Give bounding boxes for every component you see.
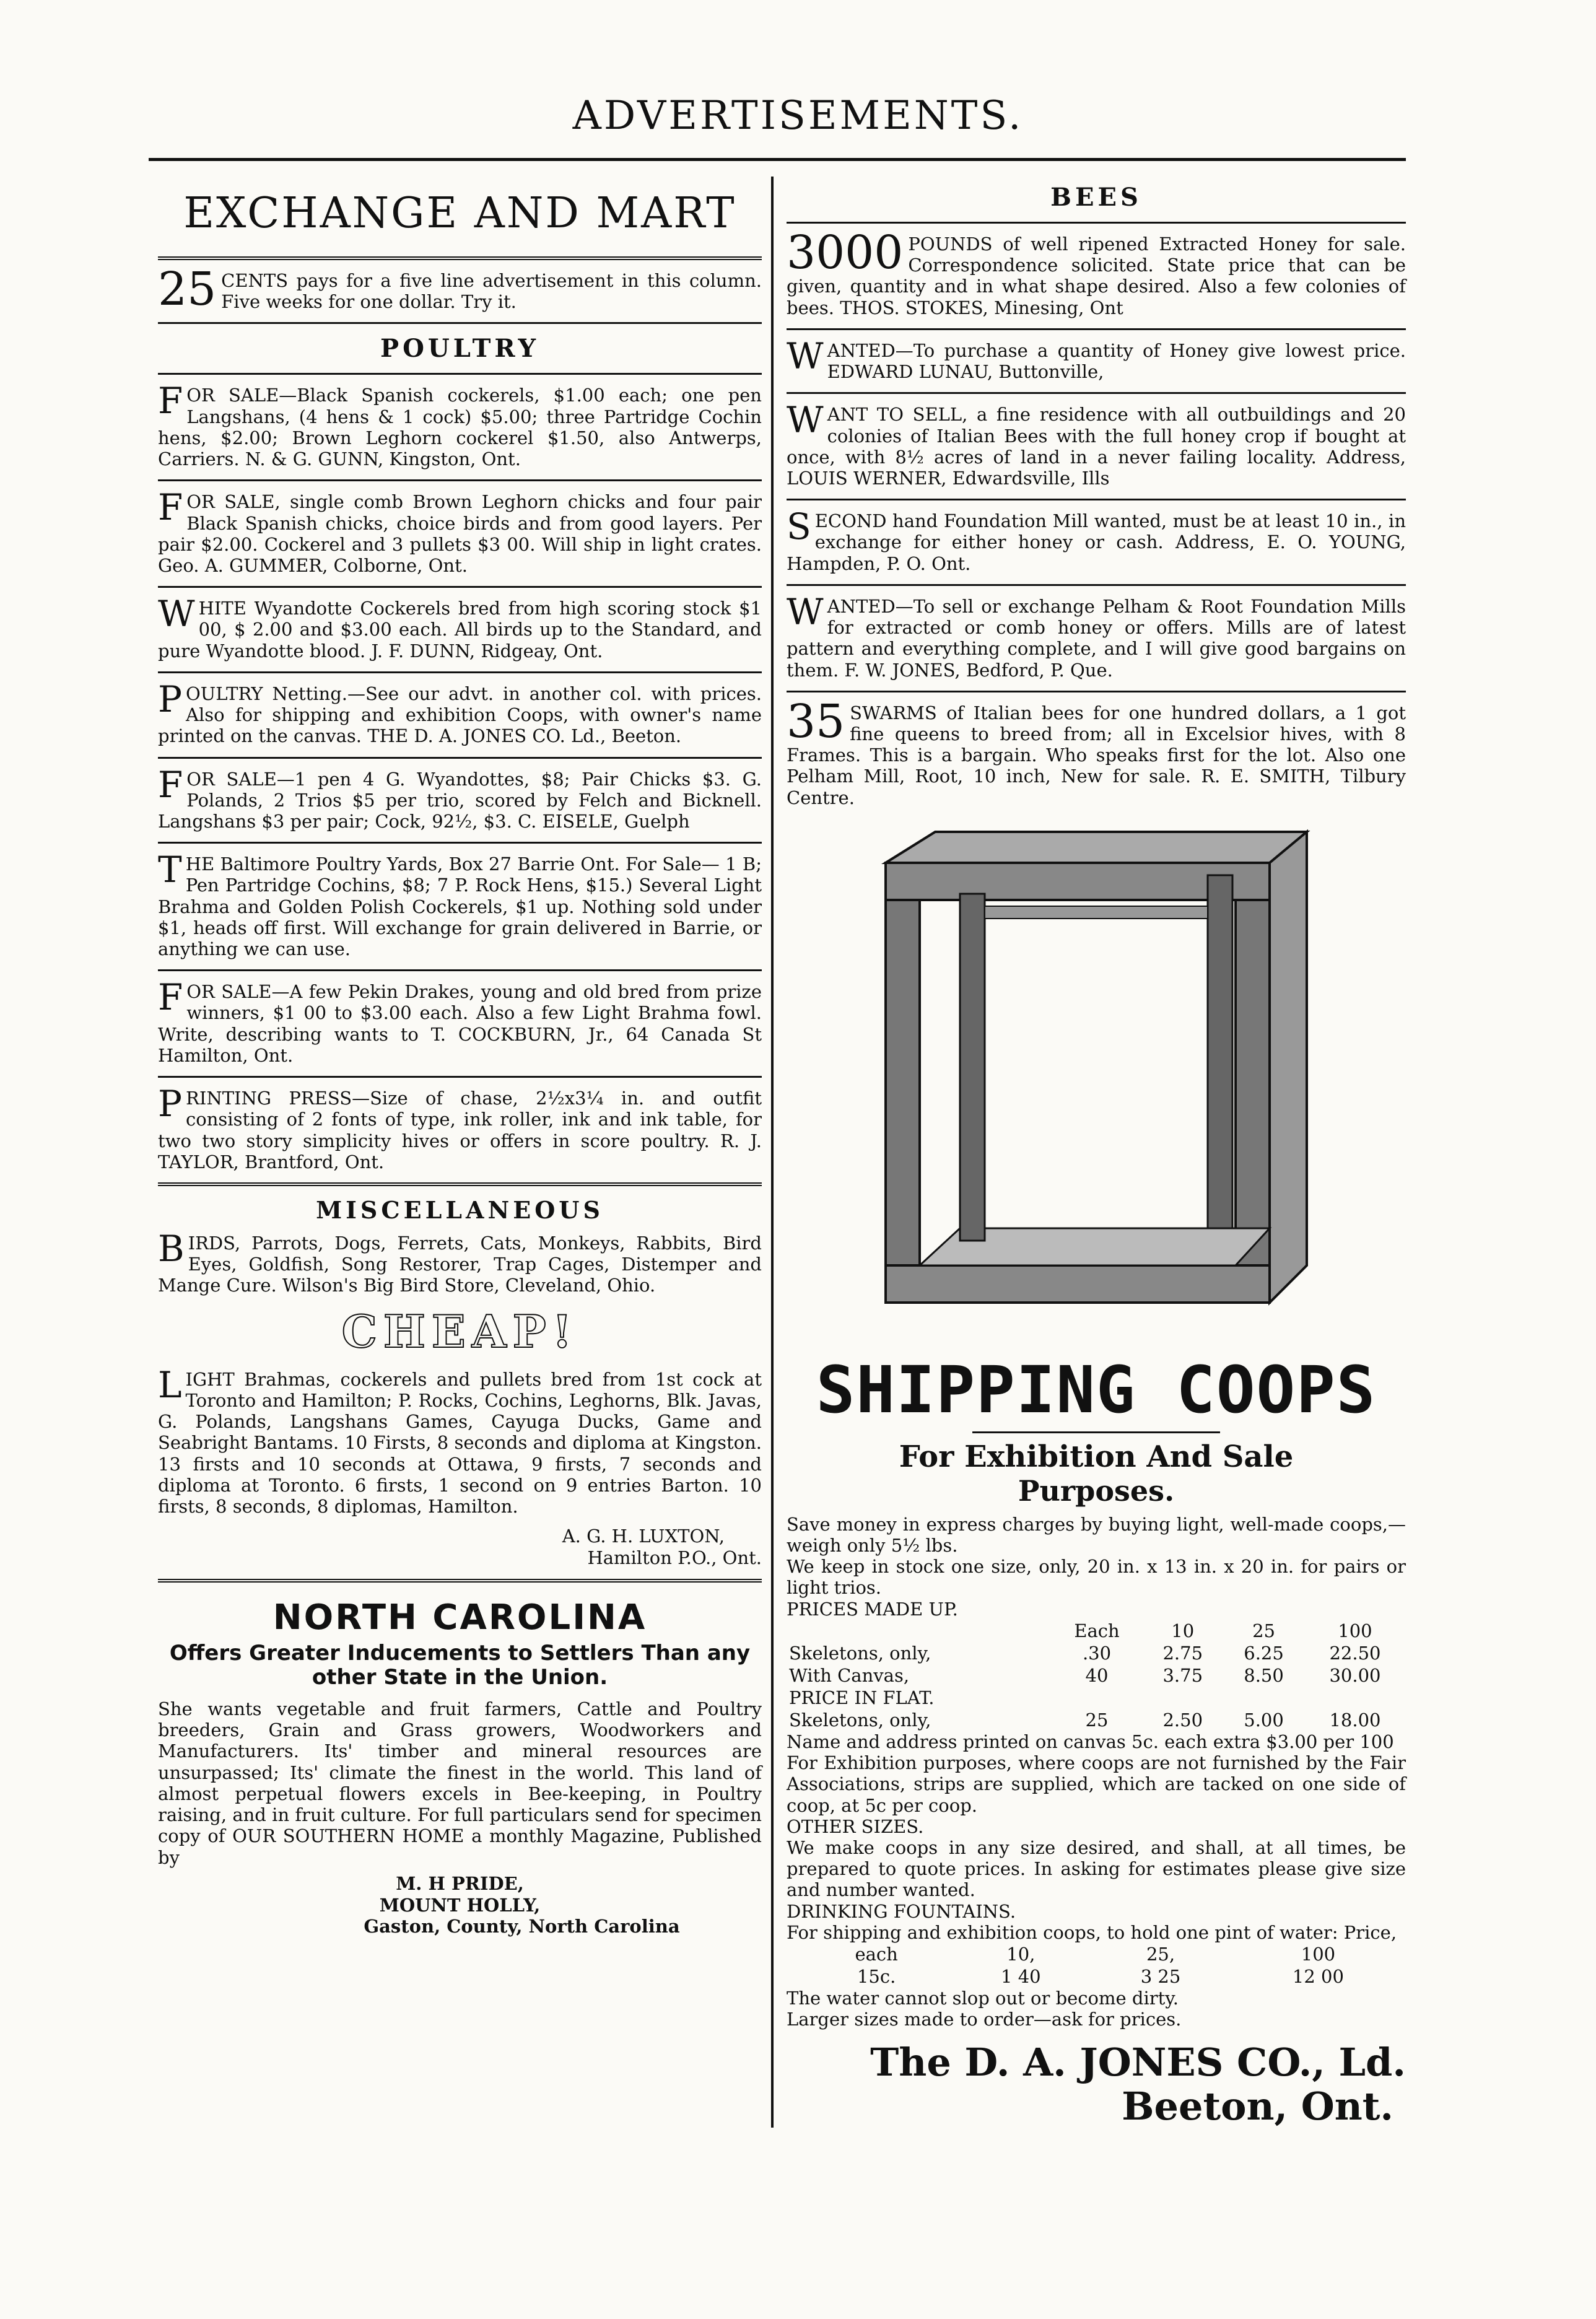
honey-ad (787, 226, 1406, 318)
table-cell (787, 1620, 1052, 1642)
table-cell: 40 (1085, 1664, 1109, 1686)
table-cell (787, 1943, 802, 1965)
prices-made-up-heading: PRICES MADE UP. (787, 1598, 958, 1620)
drinking-fountains-heading: DRINKING FOUNTAINS. (787, 1900, 1016, 1922)
table-cell: 100 (1338, 1620, 1372, 1641)
ad-dropcap: P (158, 678, 183, 720)
table-cell: 22.50 (1329, 1642, 1381, 1664)
poultry-ad (158, 849, 762, 960)
table-cell: 15c. (857, 1966, 896, 1988)
ad-text: POUNDS of well ripened Extracted Honey for sale. Correspondence solicited. State price that can be given, quantity and in what shape desired. Also a few colonies of bees. THOS. STOKES, Minesing, Ont (787, 234, 1406, 318)
bee-ad (787, 505, 1406, 574)
signature-name: M. H PRIDE, (396, 1872, 524, 1894)
section-rule (158, 1579, 762, 1583)
ad-rule (787, 584, 1406, 586)
table-cell: 1 40 (1001, 1966, 1041, 1988)
table-row (787, 1965, 1406, 1988)
ad-text: IRDS, Parrots, Dogs, Ferrets, Cats, Monkeys, Rabbits, Bird Eyes, Goldfish, Song Restorer, Trap Cages, Distemper and Mange Cure. Wilson's Big Bird Store, Cleveland, Ohio. (158, 1233, 762, 1296)
fountain-price-table (787, 1943, 1406, 1988)
table-cell: 25 (1085, 1709, 1109, 1731)
coop-stock: We keep in stock one size, only, 20 in. x 13 in. x 20 in. for pairs or light trios. (787, 1556, 1406, 1599)
ad-rule (158, 671, 762, 673)
misc-ad (158, 1228, 762, 1296)
ad-text: HITE Wyandotte Cockerels bred from high scoring stock $1 00, $ 2.00 and $3.00 each. All birds up to the Standard, and pure Wyandotte blood. J. F. DUNN, Ridgeay, Ont. (158, 598, 762, 662)
purposes-heading-1: For Exhibition And Sale (899, 1439, 1294, 1474)
ad-text: RINTING PRESS—Size of chase, 2½x3¼ in. and outfit consisting of 2 fonts of type, ink roller, ink and ink table, for two two story simplicity hives or offers in score poultry. R. J. TAYLOR, Brantford, Ont. (158, 1088, 762, 1173)
table-row (787, 1664, 1406, 1687)
table-cell: Skeletons, only, (789, 1642, 931, 1664)
cheap-ad (158, 1363, 762, 1518)
ad-dropcap: W (787, 334, 824, 377)
ad-rule (158, 842, 762, 844)
poultry-ad (158, 486, 762, 576)
poultry-ad (158, 1083, 762, 1173)
bee-ad (787, 399, 1406, 489)
coop-intro: Save money in express charges by buying light, well-made coops,—weigh only 5½ lbs. (787, 1513, 1406, 1557)
table-row (787, 1943, 1406, 1965)
exhibition-note: For Exhibition purposes, where coops are not furnished by the Fair Associations, strips are supplied, which are tacked on one side of coop, at 5c per coop. (787, 1752, 1406, 1816)
ad-text: OULTRY Netting.—See our advt. in another col. with prices. Also for shipping and exhibition Coops, with owner's name printed on the canvas. THE D. A. JONES CO. Ld., Beeton. (158, 683, 762, 747)
signature-address: Hamilton P.O., Ont. (587, 1547, 762, 1568)
shipping-coop-illustration (861, 819, 1332, 1340)
ad-dropcap: W (158, 593, 195, 635)
header-rule (149, 158, 1406, 161)
north-carolina-subheading: Offers Greater Inducements to Settlers Than any other State in the Union. (169, 1640, 751, 1690)
ad-dropcap: W (787, 590, 824, 633)
water-note: The water cannot slop out or become dirty. (787, 1988, 1179, 2009)
ad-dropcap: F (158, 976, 183, 1019)
ad-dropcap: S (787, 505, 811, 548)
swarm-ad (787, 694, 1406, 808)
table-row (787, 1709, 1406, 1731)
section-rule (158, 256, 762, 260)
ad-dropcap: W (787, 399, 824, 442)
ad-rule (787, 691, 1406, 692)
section-rule (158, 1182, 762, 1186)
table-cell: 2.75 (1162, 1642, 1203, 1664)
name-printed-note: Name and address printed on canvas 5c. each extra $3.00 per 100 (787, 1731, 1394, 1752)
left-column (158, 177, 762, 1937)
signature-town: MOUNT HOLLY, (379, 1894, 541, 1916)
ad-text: OR SALE—A few Pekin Drakes, young and old bred from prize winners, $1 00 to $3.00 each. Also a few Light Brahma fowl. Write, describing wants to T. COCKBURN, Jr., 64 Canada St Hamilton, Ont. (158, 981, 762, 1066)
drinking-intro: For shipping and exhibition coops, to hold one pint of water: Price, (787, 1921, 1397, 1943)
table-row (787, 1642, 1406, 1664)
ad-dropcap: T (158, 849, 182, 891)
price-in-flat-heading: PRICE IN FLAT. (789, 1687, 935, 1708)
table-cell: With Canvas, (789, 1664, 910, 1686)
table-cell: Skeletons, only, (789, 1709, 931, 1731)
swarm-number: 35 (787, 694, 845, 748)
ad-text: IGHT Brahmas, cockerels and pullets bred from 1st cock at Toronto and Hamilton; P. Rocks, Cochins, Leghorns, Blk. Javas, G. Polands, Langshans Games, Cayuga Ducks, Game and Seabright Bantams. 10 Firsts, 8 seconds and diploma at Kingston. 13 firsts and 10 seconds at Ottawa, 9 firsts, 7 seconds and diploma at Toronto. 6 firsts, 1 second on 9 entries Barton. 10 firsts, 8 seconds, 8 diplomas, Hamilton. (158, 1368, 762, 1517)
column-divider (771, 177, 774, 2128)
poultry-ads (158, 380, 762, 1173)
ad-text: ECOND hand Foundation Mill wanted, must be at least 10 in., in exchange for either honey or cash. Address, E. O. YOUNG, Hampden, P. O. Ont. (787, 510, 1406, 574)
table-cell (787, 1965, 802, 1988)
table-cell: 10 (1171, 1620, 1195, 1641)
price-header-row (787, 1620, 1406, 1642)
ad-text: ANTED—To purchase a quantity of Honey give lowest price. EDWARD LUNAU, Buttonville, (827, 339, 1406, 383)
other-sizes-heading: OTHER SIZES. (787, 1815, 924, 1837)
north-carolina-heading: NORTH CAROLINA (273, 1597, 647, 1638)
ad-rule (158, 586, 762, 588)
ad-rule (787, 328, 1406, 330)
larger-sizes-note: Larger sizes made to order—ask for prices. (787, 2009, 1182, 2030)
table-cell: each (855, 1944, 898, 1965)
table-cell: 5.00 (1244, 1709, 1284, 1731)
ad-text: OR SALE, single comb Brown Leghorn chicks and four pair Black Spanish chicks, choice birds and from good layers. Per pair $2.00. Cockerel and 3 pullets $3 00. Will ship in light crates. Geo. A. GUMMER, Colborne, Ont. (158, 491, 762, 576)
table-cell: 100 (1301, 1944, 1336, 1965)
signature-name: A. G. H. LUXTON, (562, 1526, 725, 1547)
table-cell: 6.25 (1244, 1642, 1284, 1664)
ad-rule (158, 479, 762, 481)
ad-dropcap: P (158, 1083, 183, 1125)
ad-dropcap: F (158, 763, 183, 806)
table-cell: 10, (1006, 1944, 1036, 1965)
ad-dropcap: L (158, 1363, 182, 1406)
table-cell: 18.00 (1329, 1709, 1381, 1731)
exchange-mart-title: EXCHANGE AND MART (183, 189, 736, 238)
north-carolina-body: She wants vegetable and fruit farmers, Cattle and Poultry breeders, Grain and Grass growers, Woodworkers and Manufacturers. Its' timber and mineral resources are unsurpassed; Its' climate the finest in the world. This land of almost perpetual flowers excels in Bee-keeping, in Poultry raising, and in fruit culture. For full particulars send for specimen copy of OUR SOUTHERN HOME a monthly Magazine, Published by (158, 1698, 762, 1868)
poultry-ad (158, 678, 762, 747)
shipping-coops-heading: SHIPPING COOPS (816, 1352, 1377, 1428)
ad-text: ANT TO SELL, a fine residence with all outbuildings and 20 colonies of Italian Bees with the full honey crop if bought at once, with 8½ acres of land in a never failing locality. Address, LOUIS WERNER, Edwardsville, Ills (787, 404, 1406, 489)
other-sizes-text: We make coops in any size desired, and shall, at all times, be prepared to quote prices. In asking for estimates please give size and number wanted. (787, 1837, 1406, 1901)
ad-dropcap: F (158, 380, 183, 422)
ad-rule (158, 757, 762, 759)
table-cell: .30 (1082, 1642, 1112, 1664)
bees-heading: BEES (1050, 183, 1142, 212)
poultry-ad (158, 593, 762, 662)
table-cell: 3 25 (1140, 1966, 1181, 1988)
poultry-ad (158, 763, 762, 832)
ad-text: ANTED—To sell or exchange Pelham & Root Foundation Mills for extracted or comb honey or offers. Mills are of latest pattern and everything complete, and I will give good bargains on them. F. W. JONES, Bedford, P. Que. (787, 595, 1406, 681)
company-location: Beeton, Ont. (1122, 2083, 1393, 2129)
ad-text: SWARMS of Italian bees for one hundred dollars, a 1 got fine queens to breed from; all in Excelsior hives, with 8 Frames. This is a bargain. Who speaks first for the lot. Also one Pelham Mill, Root, 10 inch, New for sale. R. E. SMITH, Tilbury Centre. (787, 702, 1406, 808)
ad-text: HE Baltimore Poultry Yards, Box 27 Barrie Ont. For Sale— 1 B; Pen Partridge Cochins, $8; 7 P. Rock Hens, $15.) Several Light Brahma and Golden Polish Cockerels, $1 up. Nothing sold under $1, heads off first. Will exchange for grain delivered in Barrie, or anything we can use. (158, 854, 762, 960)
intro-text: CENTS pays for a five line advertisement in this column. Five weeks for one dollar. Try it. (221, 270, 762, 313)
table-cell: 3.75 (1162, 1664, 1203, 1686)
intro-number: 25 (158, 263, 217, 316)
ad-rule (158, 1076, 762, 1078)
table-cell: 12 00 (1292, 1966, 1344, 1988)
table-cell: 25 (1252, 1620, 1275, 1641)
poultry-ad (158, 380, 762, 470)
ad-dropcap: B (158, 1228, 185, 1270)
poultry-heading: POULTRY (380, 334, 539, 364)
table-cell: 30.00 (1329, 1664, 1381, 1686)
honey-number: 3000 (787, 226, 904, 279)
section-rule (158, 322, 762, 324)
section-rule (158, 373, 762, 375)
section-rule (787, 222, 1406, 224)
poultry-ad (158, 976, 762, 1066)
bee-ad (787, 334, 1406, 383)
intro-ad (158, 263, 762, 316)
signature-county: Gaston, County, North Carolina (364, 1916, 680, 1937)
right-column (787, 177, 1406, 2128)
ad-rule (158, 969, 762, 971)
company-name: The D. A. JONES CO., Ld. (870, 2039, 1406, 2085)
company-signature (787, 2040, 1406, 2129)
ad-rule (787, 499, 1406, 500)
price-table (787, 1620, 1406, 1731)
ad-rule (787, 392, 1406, 394)
purposes-heading-2: Purposes. (1018, 1474, 1175, 1508)
cheap-heading: CHEAP! (341, 1304, 578, 1358)
short-rule (972, 1431, 1220, 1433)
miscellaneous-heading: MISCELLANEOUS (316, 1196, 604, 1224)
ad-text: OR SALE—Black Spanish cockerels, $1.00 each; one pen Langshans, (4 hens & 1 cock) $5.00; three Partridge Cochin hens, $2.00; Brown Leghorn cockerel $1.50, also Antwerps, Carriers. N. & G. GUNN, Kingston, Ont. (158, 385, 762, 470)
ad-text: OR SALE—1 pen 4 G. Wyandottes, $8; Pair Chicks $3. G. Polands, 2 Trios $5 per trio, scored by Felch and Bicknell. Langshans $3 per pair; Cock, 92½, $3. C. EISELE, Guelph (158, 768, 762, 832)
price-subheading-row (787, 1687, 1406, 1709)
page-title: ADVERTISEMENTS. (572, 93, 1024, 139)
table-cell: 8.50 (1244, 1664, 1284, 1686)
bee-ad (787, 590, 1406, 681)
table-cell: 25, (1146, 1944, 1175, 1965)
cheap-signature (158, 1526, 762, 1569)
ad-dropcap: F (158, 486, 183, 529)
table-cell: 2.50 (1162, 1709, 1203, 1731)
table-cell: Each (1074, 1620, 1120, 1641)
north-carolina-signature (158, 1873, 762, 1937)
